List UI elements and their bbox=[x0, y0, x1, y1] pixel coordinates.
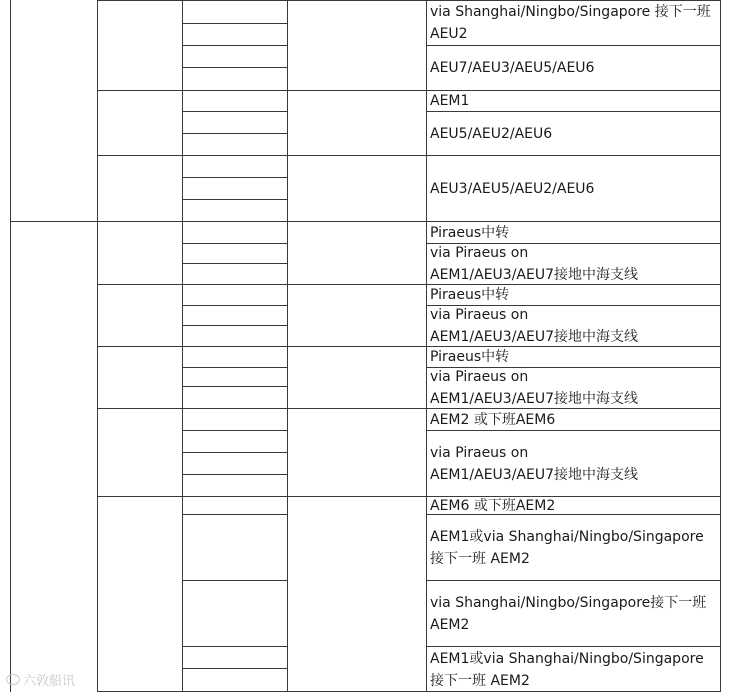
note-cell: via Piraeus on AEM1/AEU3/AEU7接地中海支线 bbox=[430, 369, 638, 407]
week-cell bbox=[288, 347, 426, 408]
service-cell bbox=[98, 409, 182, 496]
port-cell bbox=[183, 68, 287, 90]
port-cell bbox=[183, 347, 287, 367]
port-cell bbox=[183, 326, 287, 346]
region-divider bbox=[10, 221, 97, 222]
watermark bbox=[6, 670, 75, 689]
port-cell bbox=[183, 24, 287, 45]
port-cell bbox=[183, 285, 287, 305]
note-cell: via Piraeus on AEM1/AEU3/AEU7接地中海支线 bbox=[430, 444, 638, 483]
weibo-logo-icon bbox=[6, 674, 20, 685]
port-cell bbox=[183, 475, 287, 496]
port-cell bbox=[183, 368, 287, 386]
note-cell: via Piraeus on AEM1/AEU3/AEU7接地中海支线 bbox=[430, 245, 638, 283]
port-cell bbox=[183, 156, 287, 177]
port-cell bbox=[183, 669, 287, 692]
note-cell: via Shanghai/Ningbo/Singapore接下一班 AEM2 bbox=[430, 594, 707, 633]
week-cell bbox=[288, 497, 426, 692]
week-cell bbox=[288, 285, 426, 346]
week-cell bbox=[288, 1, 426, 90]
service-cell bbox=[98, 222, 182, 284]
port-cell bbox=[183, 409, 287, 430]
port-cell bbox=[183, 222, 287, 243]
week-cell bbox=[288, 91, 426, 155]
note-cell: AEU7/AEU3/AEU5/AEU6 bbox=[430, 60, 595, 76]
note-cell: AEM1或via Shanghai/Ningbo/Singapore 接下一班 AEM2 bbox=[430, 528, 704, 567]
week-cell bbox=[288, 222, 426, 284]
note-cell: AEM6 或下班AEM2 bbox=[430, 497, 556, 514]
note-cell: AEM2 或下班AEM6 bbox=[430, 411, 556, 428]
service-cell bbox=[98, 497, 182, 692]
note-cell: via Shanghai/Ningbo/Singapore 接下一班 AEU2 bbox=[430, 4, 711, 42]
port-cell bbox=[183, 431, 287, 452]
port-cell bbox=[183, 515, 287, 580]
port-cell bbox=[183, 264, 287, 284]
service-cell bbox=[98, 91, 182, 155]
note-cell: Piraeus中转 bbox=[430, 349, 510, 365]
service-cell bbox=[98, 1, 182, 90]
port-cell bbox=[183, 178, 287, 199]
week-cell bbox=[288, 409, 426, 496]
port-cell bbox=[183, 306, 287, 325]
service-cell bbox=[98, 156, 182, 221]
note-cell: Piraeus中转 bbox=[430, 287, 510, 303]
port-cell bbox=[183, 112, 287, 133]
note-cell: AEU5/AEU2/AEU6 bbox=[430, 125, 553, 142]
port-cell bbox=[183, 134, 287, 155]
note-cell: AEU3/AEU5/AEU2/AEU6 bbox=[430, 180, 595, 197]
port-cell bbox=[183, 647, 287, 668]
port-cell bbox=[183, 46, 287, 67]
port-cell bbox=[183, 453, 287, 474]
service-cell bbox=[98, 285, 182, 346]
port-cell bbox=[183, 244, 287, 263]
port-cell bbox=[183, 1, 287, 23]
watermark-text: 六敦船讯 bbox=[23, 674, 76, 689]
week-cell bbox=[288, 156, 426, 221]
port-cell bbox=[183, 581, 287, 646]
note-cell: via Piraeus on AEM1/AEU3/AEU7接地中海支线 bbox=[430, 307, 638, 345]
port-cell bbox=[183, 497, 287, 514]
note-cell: Piraeus中转 bbox=[430, 224, 510, 241]
note-cell: AEM1 bbox=[430, 93, 470, 109]
port-cell bbox=[183, 91, 287, 111]
note-cell: AEM1或via Shanghai/Ningbo/Singapore 接下一班 AEM2 bbox=[430, 650, 704, 689]
port-cell bbox=[183, 387, 287, 408]
outer-left-border bbox=[10, 0, 11, 692]
service-cell bbox=[98, 347, 182, 408]
port-cell bbox=[183, 200, 287, 221]
